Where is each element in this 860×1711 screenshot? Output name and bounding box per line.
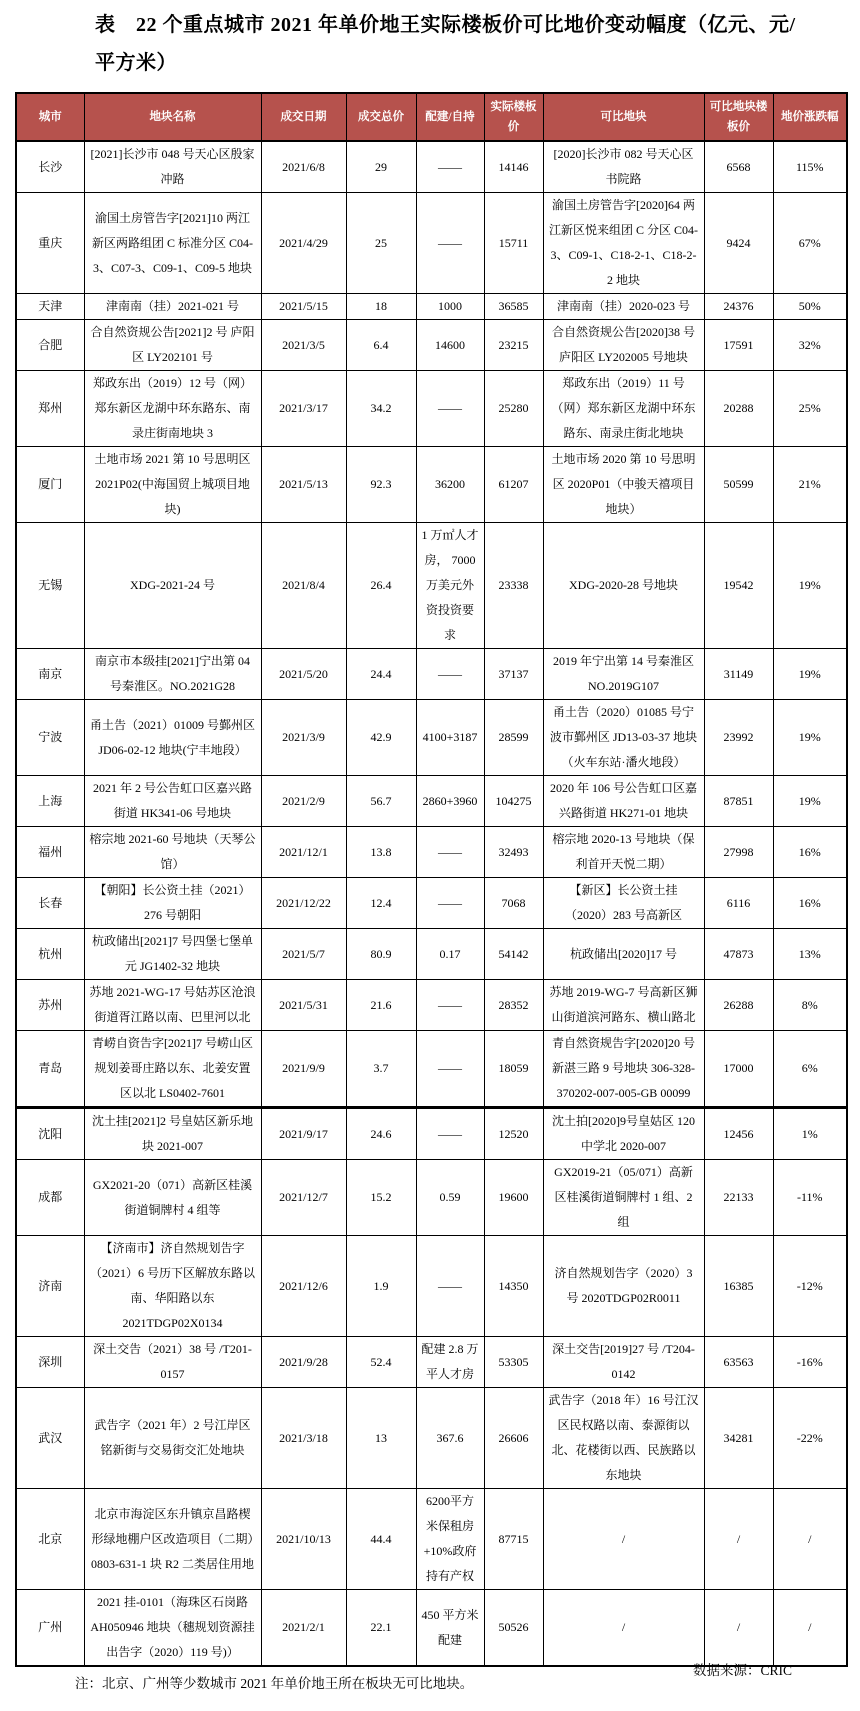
cell-change: 8% xyxy=(773,980,847,1031)
cell-city: 沈阳 xyxy=(16,1108,84,1160)
cell-comparable: 杭政储出[2020]17 号 xyxy=(543,929,704,980)
header-parcel-name: 地块名称 xyxy=(84,93,261,141)
header-deal-date: 成交日期 xyxy=(261,93,346,141)
cell-change: / xyxy=(773,1489,847,1590)
cell-parcel: 深土交告（2021）38 号 /T201-0157 xyxy=(84,1337,261,1388)
cell-comparable-floor-price: 22133 xyxy=(704,1160,773,1236)
cell-total-price: 29 xyxy=(346,141,416,193)
table-row xyxy=(16,141,847,193)
cell-date: 2021/10/13 xyxy=(261,1489,346,1590)
cell-parcel: 南京市本级挂[2021]宁出第 04 号秦淮区。NO.2021G28 xyxy=(84,649,261,700)
table-row xyxy=(16,1489,847,1590)
cell-date: 2021/3/9 xyxy=(261,700,346,776)
cell-city: 上海 xyxy=(16,776,84,827)
cell-comparable-floor-price: 31149 xyxy=(704,649,773,700)
cell-city: 南京 xyxy=(16,649,84,700)
cell-allocation: —— xyxy=(416,141,484,193)
cell-date: 2021/2/9 xyxy=(261,776,346,827)
cell-floor-price: 18059 xyxy=(484,1031,543,1108)
cell-floor-price: 14146 xyxy=(484,141,543,193)
cell-parcel: 苏地 2021-WG-17 号姑苏区沧浪街道胥江路以南、巴里河以北 xyxy=(84,980,261,1031)
cell-allocation: 367.6 xyxy=(416,1388,484,1489)
page-title-line1: 表 22 个重点城市 2021 年单价地王实际楼板价可比地价变动幅度（亿元、元/ xyxy=(95,14,796,36)
cell-total-price: 24.4 xyxy=(346,649,416,700)
table-row xyxy=(16,320,847,371)
cell-comparable-floor-price: 19542 xyxy=(704,523,773,649)
cell-change: 19% xyxy=(773,776,847,827)
cell-allocation: 36200 xyxy=(416,447,484,523)
cell-city: 郑州 xyxy=(16,371,84,447)
table-row xyxy=(16,878,847,929)
cell-city: 济南 xyxy=(16,1236,84,1337)
cell-comparable-floor-price: 20288 xyxy=(704,371,773,447)
cell-comparable: 苏地 2019-WG-7 号高新区狮山街道滨河路东、横山路北 xyxy=(543,980,704,1031)
cell-city: 苏州 xyxy=(16,980,84,1031)
cell-city: 广州 xyxy=(16,1590,84,1667)
cell-comparable: 沈土拍[2020]9号皇姑区 120 中学北 2020-007 xyxy=(543,1108,704,1160)
header-allocation: 配建/自持 xyxy=(416,93,484,141)
cell-allocation: 0.17 xyxy=(416,929,484,980)
cell-comparable: 深土交告[2019]27 号 /T204-0142 xyxy=(543,1337,704,1388)
cell-comparable: 郑政东出（2019）11 号（网）郑东新区龙湖中环东路东、南录庄街北地块 xyxy=(543,371,704,447)
cell-date: 2021/6/8 xyxy=(261,141,346,193)
cell-date: 2021/5/20 xyxy=(261,649,346,700)
data-source-label: 数据来源：CRIC xyxy=(692,1663,792,1678)
cell-allocation: 1000 xyxy=(416,294,484,320)
cell-comparable-floor-price: 17000 xyxy=(704,1031,773,1108)
cell-total-price: 15.2 xyxy=(346,1160,416,1236)
cell-comparable-floor-price: 34281 xyxy=(704,1388,773,1489)
cell-comparable-floor-price: 24376 xyxy=(704,294,773,320)
cell-change: -12% xyxy=(773,1236,847,1337)
cell-allocation: 6200平方米保租房+10%政府持有产权 xyxy=(416,1489,484,1590)
cell-comparable-floor-price: 26288 xyxy=(704,980,773,1031)
page-title xyxy=(95,6,805,82)
cell-total-price: 42.9 xyxy=(346,700,416,776)
page-title-line2: 平方米） xyxy=(95,52,177,74)
cell-comparable: 2019 年宁出第 14 号秦淮区 NO.2019G107 xyxy=(543,649,704,700)
cell-comparable-floor-price: 27998 xyxy=(704,827,773,878)
table-row xyxy=(16,929,847,980)
cell-change: -16% xyxy=(773,1337,847,1388)
cell-allocation: 14600 xyxy=(416,320,484,371)
cell-total-price: 92.3 xyxy=(346,447,416,523)
cell-comparable-floor-price: 17591 xyxy=(704,320,773,371)
cell-parcel: GX2021-20（071）高新区桂溪街道铜牌村 4 组等 xyxy=(84,1160,261,1236)
cell-date: 2021/9/17 xyxy=(261,1108,346,1160)
cell-parcel: 2021 年 2 号公告虹口区嘉兴路街道 HK341-06 号地块 xyxy=(84,776,261,827)
cell-comparable: / xyxy=(543,1489,704,1590)
cell-parcel: 青崂自资告字[2021]7 号崂山区规划姜哥庄路以东、北姜安置区以北 LS0402-7601 xyxy=(84,1031,261,1108)
cell-city: 福州 xyxy=(16,827,84,878)
header-comparable-floor-price: 可比地块楼板价 xyxy=(704,93,773,141)
cell-date: 2021/12/22 xyxy=(261,878,346,929)
cell-allocation: —— xyxy=(416,1031,484,1108)
cell-parcel: 杭政储出[2021]7 号四堡七堡单元 JG1402-32 地块 xyxy=(84,929,261,980)
cell-comparable-floor-price: 50599 xyxy=(704,447,773,523)
table-body xyxy=(16,141,847,1666)
cell-city: 长春 xyxy=(16,878,84,929)
header-price-change: 地价涨跌幅 xyxy=(773,93,847,141)
cell-change: 21% xyxy=(773,447,847,523)
cell-comparable-floor-price: 9424 xyxy=(704,193,773,294)
cell-change: 115% xyxy=(773,141,847,193)
cell-change: 19% xyxy=(773,700,847,776)
cell-total-price: 26.4 xyxy=(346,523,416,649)
cell-change: / xyxy=(773,1590,847,1667)
cell-total-price: 12.4 xyxy=(346,878,416,929)
cell-comparable: 2020 年 106 号公告虹口区嘉兴路街道 HK271-01 地块 xyxy=(543,776,704,827)
cell-comparable-floor-price: 87851 xyxy=(704,776,773,827)
cell-comparable-floor-price: 16385 xyxy=(704,1236,773,1337)
cell-allocation: 0.59 xyxy=(416,1160,484,1236)
cell-city: 成都 xyxy=(16,1160,84,1236)
cell-total-price: 56.7 xyxy=(346,776,416,827)
cell-date: 2021/5/13 xyxy=(261,447,346,523)
cell-comparable: 青自然资规告字[2020]20 号 新湛三路 9 号地块 306-328-370202-007-005-GB 00099 xyxy=(543,1031,704,1108)
cell-floor-price: 104275 xyxy=(484,776,543,827)
cell-floor-price: 7068 xyxy=(484,878,543,929)
table-row xyxy=(16,371,847,447)
cell-total-price: 21.6 xyxy=(346,980,416,1031)
cell-allocation: 2860+3960 xyxy=(416,776,484,827)
cell-allocation: —— xyxy=(416,1108,484,1160)
cell-city: 长沙 xyxy=(16,141,84,193)
cell-parcel: XDG-2021-24 号 xyxy=(84,523,261,649)
table-row xyxy=(16,649,847,700)
cell-floor-price: 28599 xyxy=(484,700,543,776)
cell-change: -11% xyxy=(773,1160,847,1236)
cell-parcel: 【济南市】济自然规划告字（2021）6 号历下区解放东路以南、华阳路以东 2021TDGP02X0134 xyxy=(84,1236,261,1337)
land-price-table xyxy=(15,92,848,1667)
cell-date: 2021/12/7 xyxy=(261,1160,346,1236)
cell-city: 宁波 xyxy=(16,700,84,776)
table-footnote: 注：北京、广州等少数城市 2021 年单价地王所在板块无可比地块。 xyxy=(75,1676,474,1691)
cell-comparable-floor-price: 12456 xyxy=(704,1108,773,1160)
cell-parcel: 土地市场 2021 第 10 号思明区 2021P02(中海国贸上城项目地块) xyxy=(84,447,261,523)
cell-city: 武汉 xyxy=(16,1388,84,1489)
cell-city: 无锡 xyxy=(16,523,84,649)
cell-city: 合肥 xyxy=(16,320,84,371)
cell-comparable: 武告字（2018 年）16 号江汉区民权路以南、泰源街以北、花楼街以西、民族路以东地块 xyxy=(543,1388,704,1489)
cell-city: 厦门 xyxy=(16,447,84,523)
cell-floor-price: 37137 xyxy=(484,649,543,700)
cell-date: 2021/4/29 xyxy=(261,193,346,294)
cell-comparable-floor-price: 63563 xyxy=(704,1337,773,1388)
cell-parcel: 渝国土房管告字[2021]10 两江新区两路组团 C 标准分区 C04-3、C07-3、C09-1、C09-5 地块 xyxy=(84,193,261,294)
cell-city: 深圳 xyxy=(16,1337,84,1388)
cell-total-price: 6.4 xyxy=(346,320,416,371)
table-row xyxy=(16,776,847,827)
cell-comparable: 济自然规划告字（2020）3 号 2020TDGP02R0011 xyxy=(543,1236,704,1337)
cell-change: -22% xyxy=(773,1388,847,1489)
cell-allocation: —— xyxy=(416,827,484,878)
table-row xyxy=(16,193,847,294)
cell-total-price: 25 xyxy=(346,193,416,294)
cell-city: 北京 xyxy=(16,1489,84,1590)
cell-change: 16% xyxy=(773,827,847,878)
cell-total-price: 22.1 xyxy=(346,1590,416,1667)
cell-comparable: 甬土告（2020）01085 号宁波市鄞州区 JD13-03-37 地块（火车东站·潘火地段） xyxy=(543,700,704,776)
cell-comparable: XDG-2020-28 号地块 xyxy=(543,523,704,649)
cell-change: 25% xyxy=(773,371,847,447)
cell-floor-price: 12520 xyxy=(484,1108,543,1160)
cell-city: 青岛 xyxy=(16,1031,84,1108)
cell-comparable-floor-price: / xyxy=(704,1590,773,1667)
cell-comparable: 榕宗地 2020-13 号地块（保利首开天悦二期） xyxy=(543,827,704,878)
cell-floor-price: 19600 xyxy=(484,1160,543,1236)
table-row xyxy=(16,700,847,776)
cell-date: 2021/2/1 xyxy=(261,1590,346,1667)
cell-parcel: 北京市海淀区东升镇京昌路楔形绿地棚户区改造项目（二期）0803-631-1 块 R2 二类居住用地 xyxy=(84,1489,261,1590)
cell-total-price: 1.9 xyxy=(346,1236,416,1337)
cell-city: 重庆 xyxy=(16,193,84,294)
cell-floor-price: 54142 xyxy=(484,929,543,980)
table-row xyxy=(16,1388,847,1489)
cell-comparable: 土地市场 2020 第 10 号思明区 2020P01（中骏天禧项目地块） xyxy=(543,447,704,523)
cell-total-price: 52.4 xyxy=(346,1337,416,1388)
cell-comparable-floor-price: 6116 xyxy=(704,878,773,929)
table-row xyxy=(16,1108,847,1160)
cell-total-price: 34.2 xyxy=(346,371,416,447)
cell-allocation: —— xyxy=(416,980,484,1031)
table-row xyxy=(16,1590,847,1667)
header-comparable-parcel: 可比地块 xyxy=(543,93,704,141)
cell-parcel: 合自然资规公告[2021]2 号 庐阳区 LY202101 号 xyxy=(84,320,261,371)
table-row xyxy=(16,523,847,649)
cell-change: 1% xyxy=(773,1108,847,1160)
table-row xyxy=(16,827,847,878)
cell-floor-price: 61207 xyxy=(484,447,543,523)
cell-change: 50% xyxy=(773,294,847,320)
cell-date: 2021/9/9 xyxy=(261,1031,346,1108)
cell-total-price: 44.4 xyxy=(346,1489,416,1590)
cell-total-price: 18 xyxy=(346,294,416,320)
cell-floor-price: 32493 xyxy=(484,827,543,878)
cell-change: 19% xyxy=(773,523,847,649)
table-row xyxy=(16,294,847,320)
table-row xyxy=(16,1236,847,1337)
cell-floor-price: 36585 xyxy=(484,294,543,320)
cell-floor-price: 23338 xyxy=(484,523,543,649)
cell-total-price: 3.7 xyxy=(346,1031,416,1108)
cell-comparable: 渝国土房管告字[2020]64 两江新区悦来组团 C 分区 C04-3、C09-1、C18-2-1、C18-2-2 地块 xyxy=(543,193,704,294)
cell-parcel: 沈土挂[2021]2 号皇姑区新乐地块 2021-007 xyxy=(84,1108,261,1160)
report-page xyxy=(0,6,860,1711)
cell-total-price: 80.9 xyxy=(346,929,416,980)
cell-floor-price: 14350 xyxy=(484,1236,543,1337)
cell-date: 2021/5/7 xyxy=(261,929,346,980)
cell-floor-price: 23215 xyxy=(484,320,543,371)
cell-date: 2021/12/6 xyxy=(261,1236,346,1337)
cell-floor-price: 53305 xyxy=(484,1337,543,1388)
cell-city: 杭州 xyxy=(16,929,84,980)
header-total-price: 成交总价 xyxy=(346,93,416,141)
table-header xyxy=(16,93,847,141)
table-row xyxy=(16,980,847,1031)
cell-allocation: —— xyxy=(416,649,484,700)
cell-allocation: —— xyxy=(416,1236,484,1337)
cell-allocation: —— xyxy=(416,193,484,294)
cell-change: 16% xyxy=(773,878,847,929)
cell-comparable-floor-price: 6568 xyxy=(704,141,773,193)
cell-floor-price: 26606 xyxy=(484,1388,543,1489)
cell-allocation: 1 万㎡人才房， 7000 万美元外资投资要求 xyxy=(416,523,484,649)
cell-floor-price: 15711 xyxy=(484,193,543,294)
cell-parcel: 榕宗地 2021-60 号地块（天琴公馆） xyxy=(84,827,261,878)
cell-parcel: 武告字（2021 年）2 号江岸区铭新街与交易街交汇处地块 xyxy=(84,1388,261,1489)
cell-change: 13% xyxy=(773,929,847,980)
cell-date: 2021/3/18 xyxy=(261,1388,346,1489)
cell-allocation: —— xyxy=(416,878,484,929)
cell-allocation: 4100+3187 xyxy=(416,700,484,776)
header-city: 城市 xyxy=(16,93,84,141)
cell-city: 天津 xyxy=(16,294,84,320)
cell-date: 2021/5/15 xyxy=(261,294,346,320)
cell-parcel: 【朝阳】长公资土挂（2021）276 号朝阳 xyxy=(84,878,261,929)
cell-floor-price: 50526 xyxy=(484,1590,543,1667)
cell-total-price: 24.6 xyxy=(346,1108,416,1160)
cell-parcel: 2021 挂-0101（海珠区石岗路 AH050946 地块（穗规划资源挂出告字（2020）119 号)） xyxy=(84,1590,261,1667)
cell-parcel: [2021]长沙市 048 号天心区殷家冲路 xyxy=(84,141,261,193)
cell-comparable-floor-price: 47873 xyxy=(704,929,773,980)
cell-date: 2021/5/31 xyxy=(261,980,346,1031)
cell-comparable-floor-price: 23992 xyxy=(704,700,773,776)
cell-date: 2021/9/28 xyxy=(261,1337,346,1388)
cell-change: 67% xyxy=(773,193,847,294)
cell-allocation: —— xyxy=(416,371,484,447)
cell-change: 6% xyxy=(773,1031,847,1108)
cell-comparable: 津南南（挂）2020-023 号 xyxy=(543,294,704,320)
cell-comparable: 【新区】长公资土挂（2020）283 号高新区 xyxy=(543,878,704,929)
cell-change: 32% xyxy=(773,320,847,371)
cell-allocation: 450 平方米配建 xyxy=(416,1590,484,1667)
cell-comparable: 合自然资规公告[2020]38 号 庐阳区 LY202005 号地块 xyxy=(543,320,704,371)
header-actual-floor-price: 实际楼板价 xyxy=(484,93,543,141)
cell-allocation: 配建 2.8 万平人才房 xyxy=(416,1337,484,1388)
table-row xyxy=(16,1031,847,1108)
cell-comparable: [2020]长沙市 082 号天心区书院路 xyxy=(543,141,704,193)
cell-date: 2021/3/5 xyxy=(261,320,346,371)
cell-comparable: GX2019-21（05/071）高新区桂溪街道铜牌村 1 组、2 组 xyxy=(543,1160,704,1236)
table-header-row xyxy=(16,93,847,141)
cell-floor-price: 28352 xyxy=(484,980,543,1031)
table-row xyxy=(16,1337,847,1388)
table-row xyxy=(16,447,847,523)
cell-comparable-floor-price: / xyxy=(704,1489,773,1590)
cell-date: 2021/12/1 xyxy=(261,827,346,878)
table-row xyxy=(16,1160,847,1236)
cell-total-price: 13.8 xyxy=(346,827,416,878)
cell-parcel: 津南南（挂）2021-021 号 xyxy=(84,294,261,320)
cell-floor-price: 87715 xyxy=(484,1489,543,1590)
cell-date: 2021/8/4 xyxy=(261,523,346,649)
cell-parcel: 郑政东出（2019）12 号（网）郑东新区龙湖中环东路东、南录庄街南地块 3 xyxy=(84,371,261,447)
cell-change: 19% xyxy=(773,649,847,700)
cell-comparable: / xyxy=(543,1590,704,1667)
cell-date: 2021/3/17 xyxy=(261,371,346,447)
cell-total-price: 13 xyxy=(346,1388,416,1489)
cell-floor-price: 25280 xyxy=(484,371,543,447)
cell-parcel: 甬土告（2021）01009 号鄞州区 JD06-02-12 地块(宁丰地段） xyxy=(84,700,261,776)
